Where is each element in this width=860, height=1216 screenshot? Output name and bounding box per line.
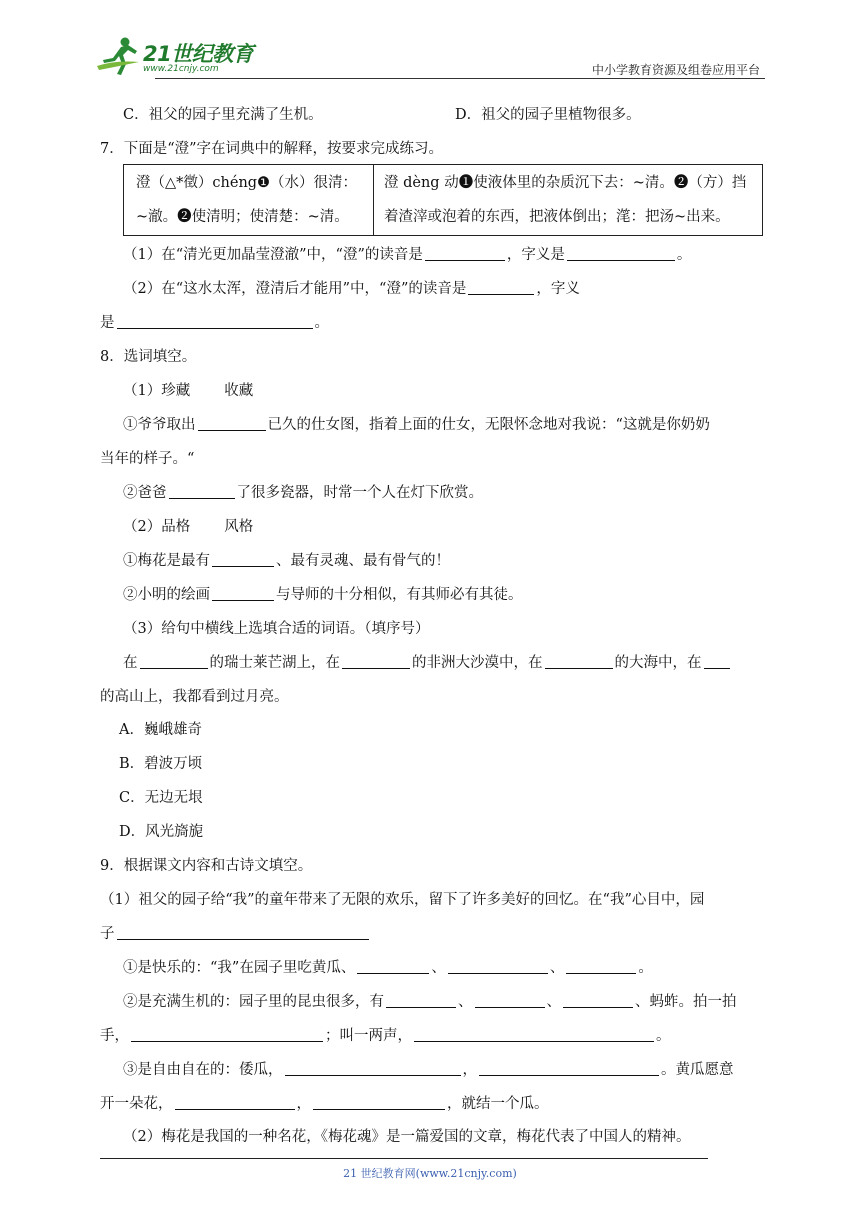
- q8-option-a: A．巍峨雄奇: [119, 722, 202, 738]
- answer-blank[interactable]: [357, 959, 429, 974]
- dict-deng-line2: 着渣滓或泡着的东西，把液体倒出；滗：把汤~出来。: [384, 209, 730, 225]
- q8-option-b: B．碧波万顷: [119, 756, 203, 772]
- q8-sentence2: ②爸爸 了很多瓷器，时常一个人在灯下欣赏。: [123, 485, 483, 501]
- q9-part2: （2）梅花是我国的一种名花，《梅花魂》是一篇爱国的文章，梅花代表了中国人的精神。: [123, 1129, 691, 1145]
- q7-stem: 7．下面是“澄”字在词典中的解释，按要求完成练习。: [100, 141, 444, 157]
- answer-blank[interactable]: [386, 993, 456, 1008]
- site-logo[interactable]: [95, 36, 265, 76]
- logo-text: 21世纪教育: [143, 42, 254, 66]
- q8-sentence1-cont: 当年的样子。“: [100, 451, 195, 467]
- answer-blank[interactable]: [563, 993, 633, 1008]
- q8-stem: 8．选词填空。: [100, 349, 197, 365]
- q8-sentence3: ①梅花是最有 、最有灵魂、最有骨气的！: [123, 553, 450, 569]
- page-header: [95, 28, 765, 80]
- answer-blank[interactable]: [566, 959, 636, 974]
- q8-group2: （2）品格 风格: [123, 519, 254, 535]
- answer-blank[interactable]: [567, 246, 675, 261]
- dictionary-box: [123, 164, 763, 236]
- answer-blank[interactable]: [131, 1027, 323, 1042]
- q8-sentence5: 在 的瑞士莱芒湖上，在 的非洲大沙漠中，在 的大海中，在: [123, 653, 732, 673]
- answer-blank[interactable]: [285, 1061, 461, 1076]
- dict-deng-line1: 澄 dèng 动❶使液体里的杂质沉下去：~清。❷（方）挡: [384, 175, 747, 191]
- q8-sentence1: ①爷爷取出 已久的仕女图，指着上面的仕女，无限怀念地对我说：“这就是你奶奶: [123, 417, 710, 433]
- footer-link[interactable]: 21 世纪教育网(www.21cnjy.com): [343, 1167, 517, 1180]
- q8-group3: （3）给句中横线上选填合适的词语。（填序号）: [123, 621, 430, 637]
- q8-sentence4: ②小明的绘画 与导师的十分相似，有其师必有其徒。: [123, 587, 523, 603]
- dictionary-divider: [373, 165, 374, 235]
- answer-blank[interactable]: [169, 484, 235, 499]
- answer-blank[interactable]: [198, 416, 266, 431]
- q8-group1: （1）珍藏 收藏: [123, 383, 254, 399]
- q8-option-d: D．风光旖旎: [119, 824, 204, 840]
- q6-option-d: D．祖父的园子里植物很多。: [455, 107, 641, 123]
- q7-sub1: （1）在“清光更加晶莹澄澈”中，“澄”的读音是 ，字义是 。: [123, 247, 692, 263]
- answer-blank[interactable]: [212, 552, 274, 567]
- q9-stem: 9．根据课文内容和古诗文填空。: [100, 858, 313, 874]
- logo-url: www.21cnjy.com: [143, 64, 219, 74]
- answer-blank[interactable]: [117, 314, 313, 329]
- answer-blank[interactable]: [448, 959, 548, 974]
- q8-sentence5-cont: 的高山上，我都看到过月亮。: [100, 689, 289, 705]
- answer-blank[interactable]: [140, 654, 208, 669]
- answer-blank[interactable]: [313, 1095, 445, 1110]
- platform-title: 中小学教育资源及组卷应用平台: [591, 63, 760, 77]
- answer-blank[interactable]: [175, 1095, 295, 1110]
- q9-part1: （1）祖父的园子给“我”的童年带来了无限的欢乐，留下了许多美好的回忆。在“我”心目中，园: [100, 892, 705, 908]
- answer-blank[interactable]: [545, 654, 613, 669]
- answer-blank[interactable]: [212, 586, 274, 601]
- answer-blank[interactable]: [414, 1027, 654, 1042]
- q9-item2: ②是充满生机的：园子里的昆虫很多，有 、 、 、蚂蚱。拍一拍: [123, 994, 737, 1010]
- answer-blank[interactable]: [704, 654, 730, 669]
- answer-blank[interactable]: [342, 654, 410, 669]
- q9-part1-cont: 子: [100, 924, 371, 944]
- q8-option-c: C．无边无垠: [119, 790, 203, 806]
- answer-blank[interactable]: [117, 925, 369, 940]
- dict-cheng-line2: ~澈。❷使清明；使清楚：~清。: [136, 209, 349, 225]
- q7-sub2-cont: 是 。: [100, 315, 329, 331]
- runner-icon: [95, 36, 141, 76]
- q9-item2-cont: 手， ；叫一两声， 。: [100, 1028, 671, 1044]
- header-divider: [155, 78, 765, 79]
- answer-blank[interactable]: [425, 246, 505, 261]
- dict-cheng-line1: 澄（△*徵）chéng❶（水）很清：: [136, 175, 358, 191]
- q6-option-c: C．祖父的园子里充满了生机。: [123, 107, 323, 123]
- q9-item3: ③是自由自在的：倭瓜， ， 。黄瓜愿意: [123, 1062, 734, 1078]
- q9-item3-cont: 开一朵花， ， ，就结一个瓜。: [100, 1096, 549, 1112]
- answer-blank[interactable]: [468, 280, 534, 295]
- q9-item1: ①是快乐的：“我”在园子里吃黄瓜、 、 、 。: [123, 960, 653, 976]
- footer-divider: [100, 1158, 708, 1159]
- q7-sub2: （2）在“这水太浑，澄清后才能用”中，“澄”的读音是 ，字义: [123, 281, 580, 297]
- answer-blank[interactable]: [479, 1061, 659, 1076]
- answer-blank[interactable]: [475, 993, 545, 1008]
